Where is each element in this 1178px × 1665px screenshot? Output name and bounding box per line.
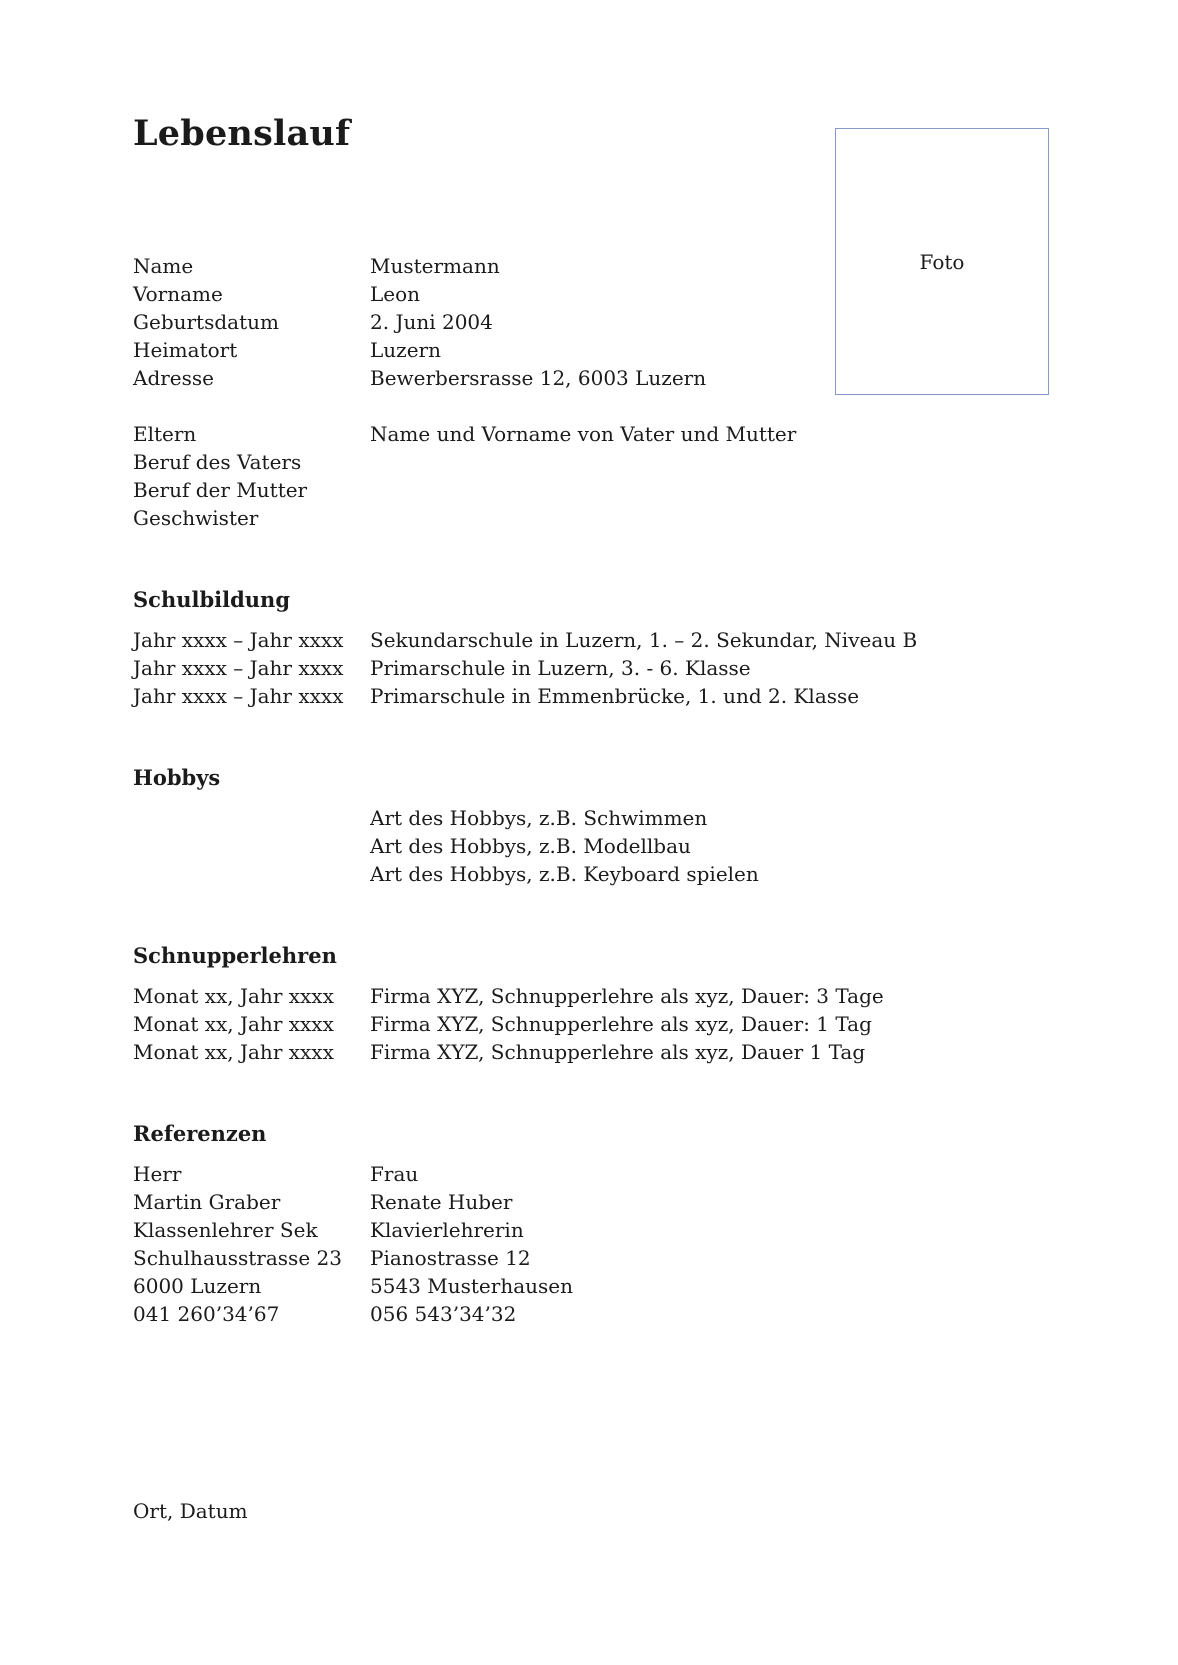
- field-label-name: Name: [133, 254, 194, 278]
- hobby-row: [133, 832, 1088, 860]
- internship-description: Firma XYZ, Schnupperlehre als xyz, Dauer: 1 Tag: [370, 1012, 872, 1036]
- internship-description: Firma XYZ, Schnupperlehre als xyz, Dauer 1 Tag: [370, 1040, 866, 1064]
- reference-phone: 056 543’34’32: [370, 1302, 517, 1326]
- hobby-description: Art des Hobbys, z.B. Modellbau: [370, 834, 691, 858]
- reference-name: Renate Huber: [370, 1190, 513, 1214]
- education-description: Primarschule in Emmenbrücke, 1. und 2. Klasse: [370, 684, 860, 708]
- field-value-adresse: Bewerbersrasse 12, 6003 Luzern: [370, 366, 707, 390]
- education-period: Jahr xxxx – Jahr xxxx: [133, 684, 344, 708]
- field-label-adresse: Adresse: [133, 366, 215, 390]
- internship-row: [133, 1038, 1088, 1066]
- field-value-beruf-vater: [370, 448, 1088, 476]
- section-heading-hobbys: Hobbys: [133, 765, 221, 790]
- field-label-geschwister: Geschwister: [133, 506, 259, 530]
- education-period: Jahr xxxx – Jahr xxxx: [133, 656, 344, 680]
- family-info-section: [133, 420, 1088, 532]
- family-info-row: [133, 504, 1088, 532]
- internship-row: [133, 982, 1088, 1010]
- internship-period: Monat xx, Jahr xxxx: [133, 1012, 334, 1036]
- reference-role: Klassenlehrer Sek: [133, 1218, 318, 1242]
- reference-name: Martin Graber: [133, 1190, 281, 1214]
- field-label-beruf-mutter: Beruf der Mutter: [133, 478, 308, 502]
- field-label-geburtsdatum: Geburtsdatum: [133, 310, 279, 334]
- field-value-beruf-mutter: [370, 476, 1088, 504]
- field-label-eltern: Eltern: [133, 422, 197, 446]
- field-value-geschwister: [370, 504, 1088, 532]
- reference-street: Pianostrasse 12: [370, 1246, 531, 1270]
- internship-row: [133, 1010, 1088, 1038]
- field-label-vorname: Vorname: [133, 282, 223, 306]
- internship-description: Firma XYZ, Schnupperlehre als xyz, Dauer: 3 Tage: [370, 984, 884, 1008]
- field-label-heimatort: Heimatort: [133, 338, 238, 362]
- hobbies-section: [133, 804, 1088, 888]
- education-row: [133, 682, 1088, 710]
- education-row: [133, 654, 1088, 682]
- education-description: Sekundarschule in Luzern, 1. – 2. Sekundar, Niveau B: [370, 628, 918, 652]
- section-heading-schulbildung: Schulbildung: [133, 587, 291, 612]
- page-title: Lebenslauf: [133, 113, 351, 154]
- field-value-name: Mustermann: [370, 254, 500, 278]
- field-label-beruf-vater: Beruf des Vaters: [133, 450, 302, 474]
- section-heading-schnupperlehren: Schnupperlehren: [133, 943, 337, 968]
- reference-salutation: Herr: [133, 1162, 182, 1186]
- reference-contact-frau: [370, 1160, 1088, 1328]
- internship-period: Monat xx, Jahr xxxx: [133, 984, 334, 1008]
- reference-phone: 041 260’34’67: [133, 1302, 280, 1326]
- section-heading-referenzen: Referenzen: [133, 1121, 267, 1146]
- hobby-description: Art des Hobbys, z.B. Schwimmen: [370, 806, 708, 830]
- education-description: Primarschule in Luzern, 3. - 6. Klasse: [370, 656, 751, 680]
- education-row: [133, 626, 1088, 654]
- photo-placeholder-label: Foto: [919, 249, 965, 274]
- hobby-row: [133, 860, 1088, 888]
- hobby-label-empty: [133, 832, 370, 860]
- place-date-line: Ort, Datum: [133, 1499, 248, 1523]
- internship-period: Monat xx, Jahr xxxx: [133, 1040, 334, 1064]
- reference-contact-herr: [133, 1160, 370, 1328]
- family-info-row: [133, 448, 1088, 476]
- field-value-geburtsdatum: 2. Juni 2004: [370, 310, 493, 334]
- internships-section: [133, 982, 1088, 1066]
- hobby-row: [133, 804, 1088, 832]
- field-value-vorname: Leon: [370, 282, 421, 306]
- family-info-row: [133, 476, 1088, 504]
- reference-street: Schulhausstrasse 23: [133, 1246, 342, 1270]
- field-value-eltern: Name und Vorname von Vater und Mutter: [370, 422, 797, 446]
- education-section: [133, 626, 1088, 710]
- hobby-label-empty: [133, 860, 370, 888]
- reference-city: 5543 Musterhausen: [370, 1274, 573, 1298]
- reference-role: Klavierlehrerin: [370, 1218, 524, 1242]
- photo-placeholder-box: [835, 128, 1049, 395]
- field-value-heimatort: Luzern: [370, 338, 441, 362]
- references-section: [133, 1160, 1088, 1328]
- reference-salutation: Frau: [370, 1162, 419, 1186]
- family-info-row: [133, 420, 1088, 448]
- reference-city: 6000 Luzern: [133, 1274, 262, 1298]
- hobby-description: Art des Hobbys, z.B. Keyboard spielen: [370, 862, 759, 886]
- hobby-label-empty: [133, 804, 370, 832]
- education-period: Jahr xxxx – Jahr xxxx: [133, 628, 344, 652]
